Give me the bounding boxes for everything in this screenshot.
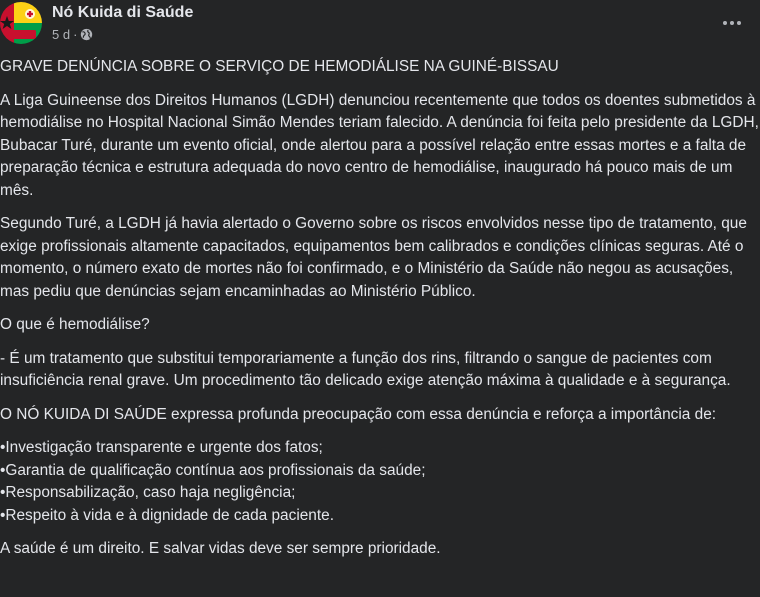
meta-separator: · (73, 27, 78, 42)
dot-icon (737, 21, 741, 25)
page-avatar[interactable] (0, 2, 42, 44)
list-item: •Investigação transparente e urgente dos fatos; (0, 439, 323, 456)
answer-paragraph: - É um tratamento que substitui temporariamente a função dos rins, filtrando o sangue de pacientes com insuficiência renal grave. Um procedimento tão delicado exige atenção máxima à qualidade e à segurança. (0, 349, 731, 389)
post-title: GRAVE DENÚNCIA SOBRE O SERVIÇO DE HEMODIÁLISE NA GUINÉ-BISSAU (0, 58, 559, 75)
list-item: •Respeito à vida e à dignidade de cada paciente. (0, 506, 334, 524)
demands-list (0, 437, 760, 527)
paragraph-intro: A Liga Guineense dos Direitos Humanos (LGDH) denunciou recentemente que todos os doentes submetidos à hemodiálise no Hospital Nacional Simão Mendes teriam falecido. A denúncia foi feita pelo presidente da LGDH, Bubacar Turé, durante um evento oficial, onde alertou para a possível relação entre essas mortes e a falta de preparação técnica e estrutura adequada do novo centro de hemodiálise, inaugurado há pouco mais de um mês. (0, 91, 759, 199)
post-body (0, 56, 760, 572)
paragraph-statement: Segundo Turé, a LGDH já havia alertado o Governo sobre os riscos envolvidos nesse tipo de tratamento, que exige profissionais altamente capacitados, equipamentos bem calibrados e condições clínicas seguras. Até o momento, o número exato de mortes não foi confirmado, e o Ministério da Saúde não negou as acusações, mas pediu que denúncias sejam encaminhadas ao Ministério Público. (0, 215, 747, 300)
dot-icon (723, 21, 727, 25)
dot-icon (730, 21, 734, 25)
more-options-button[interactable] (714, 8, 750, 38)
question-heading: O que é hemodiálise? (0, 316, 150, 333)
avatar-logo-icon (0, 2, 42, 44)
page-name-link[interactable]: Nó Kuida di Saúde (52, 4, 194, 21)
list-item: •Responsabilização, caso haja negligência; (0, 484, 296, 501)
globe-icon[interactable] (80, 28, 93, 41)
closing-line: A saúde é um direito. E salvar vidas deve ser sempre prioridade. (0, 540, 441, 557)
post-timestamp[interactable]: 5 d (52, 27, 71, 42)
post-header (0, 0, 760, 52)
concern-paragraph: O NÓ KUIDA DI SAÚDE expressa profunda preocupação com essa denúncia e reforça a importância de: (0, 405, 717, 423)
post-meta (52, 27, 93, 42)
list-item: •Garantia de qualificação contínua aos profissionais da saúde; (0, 461, 426, 479)
